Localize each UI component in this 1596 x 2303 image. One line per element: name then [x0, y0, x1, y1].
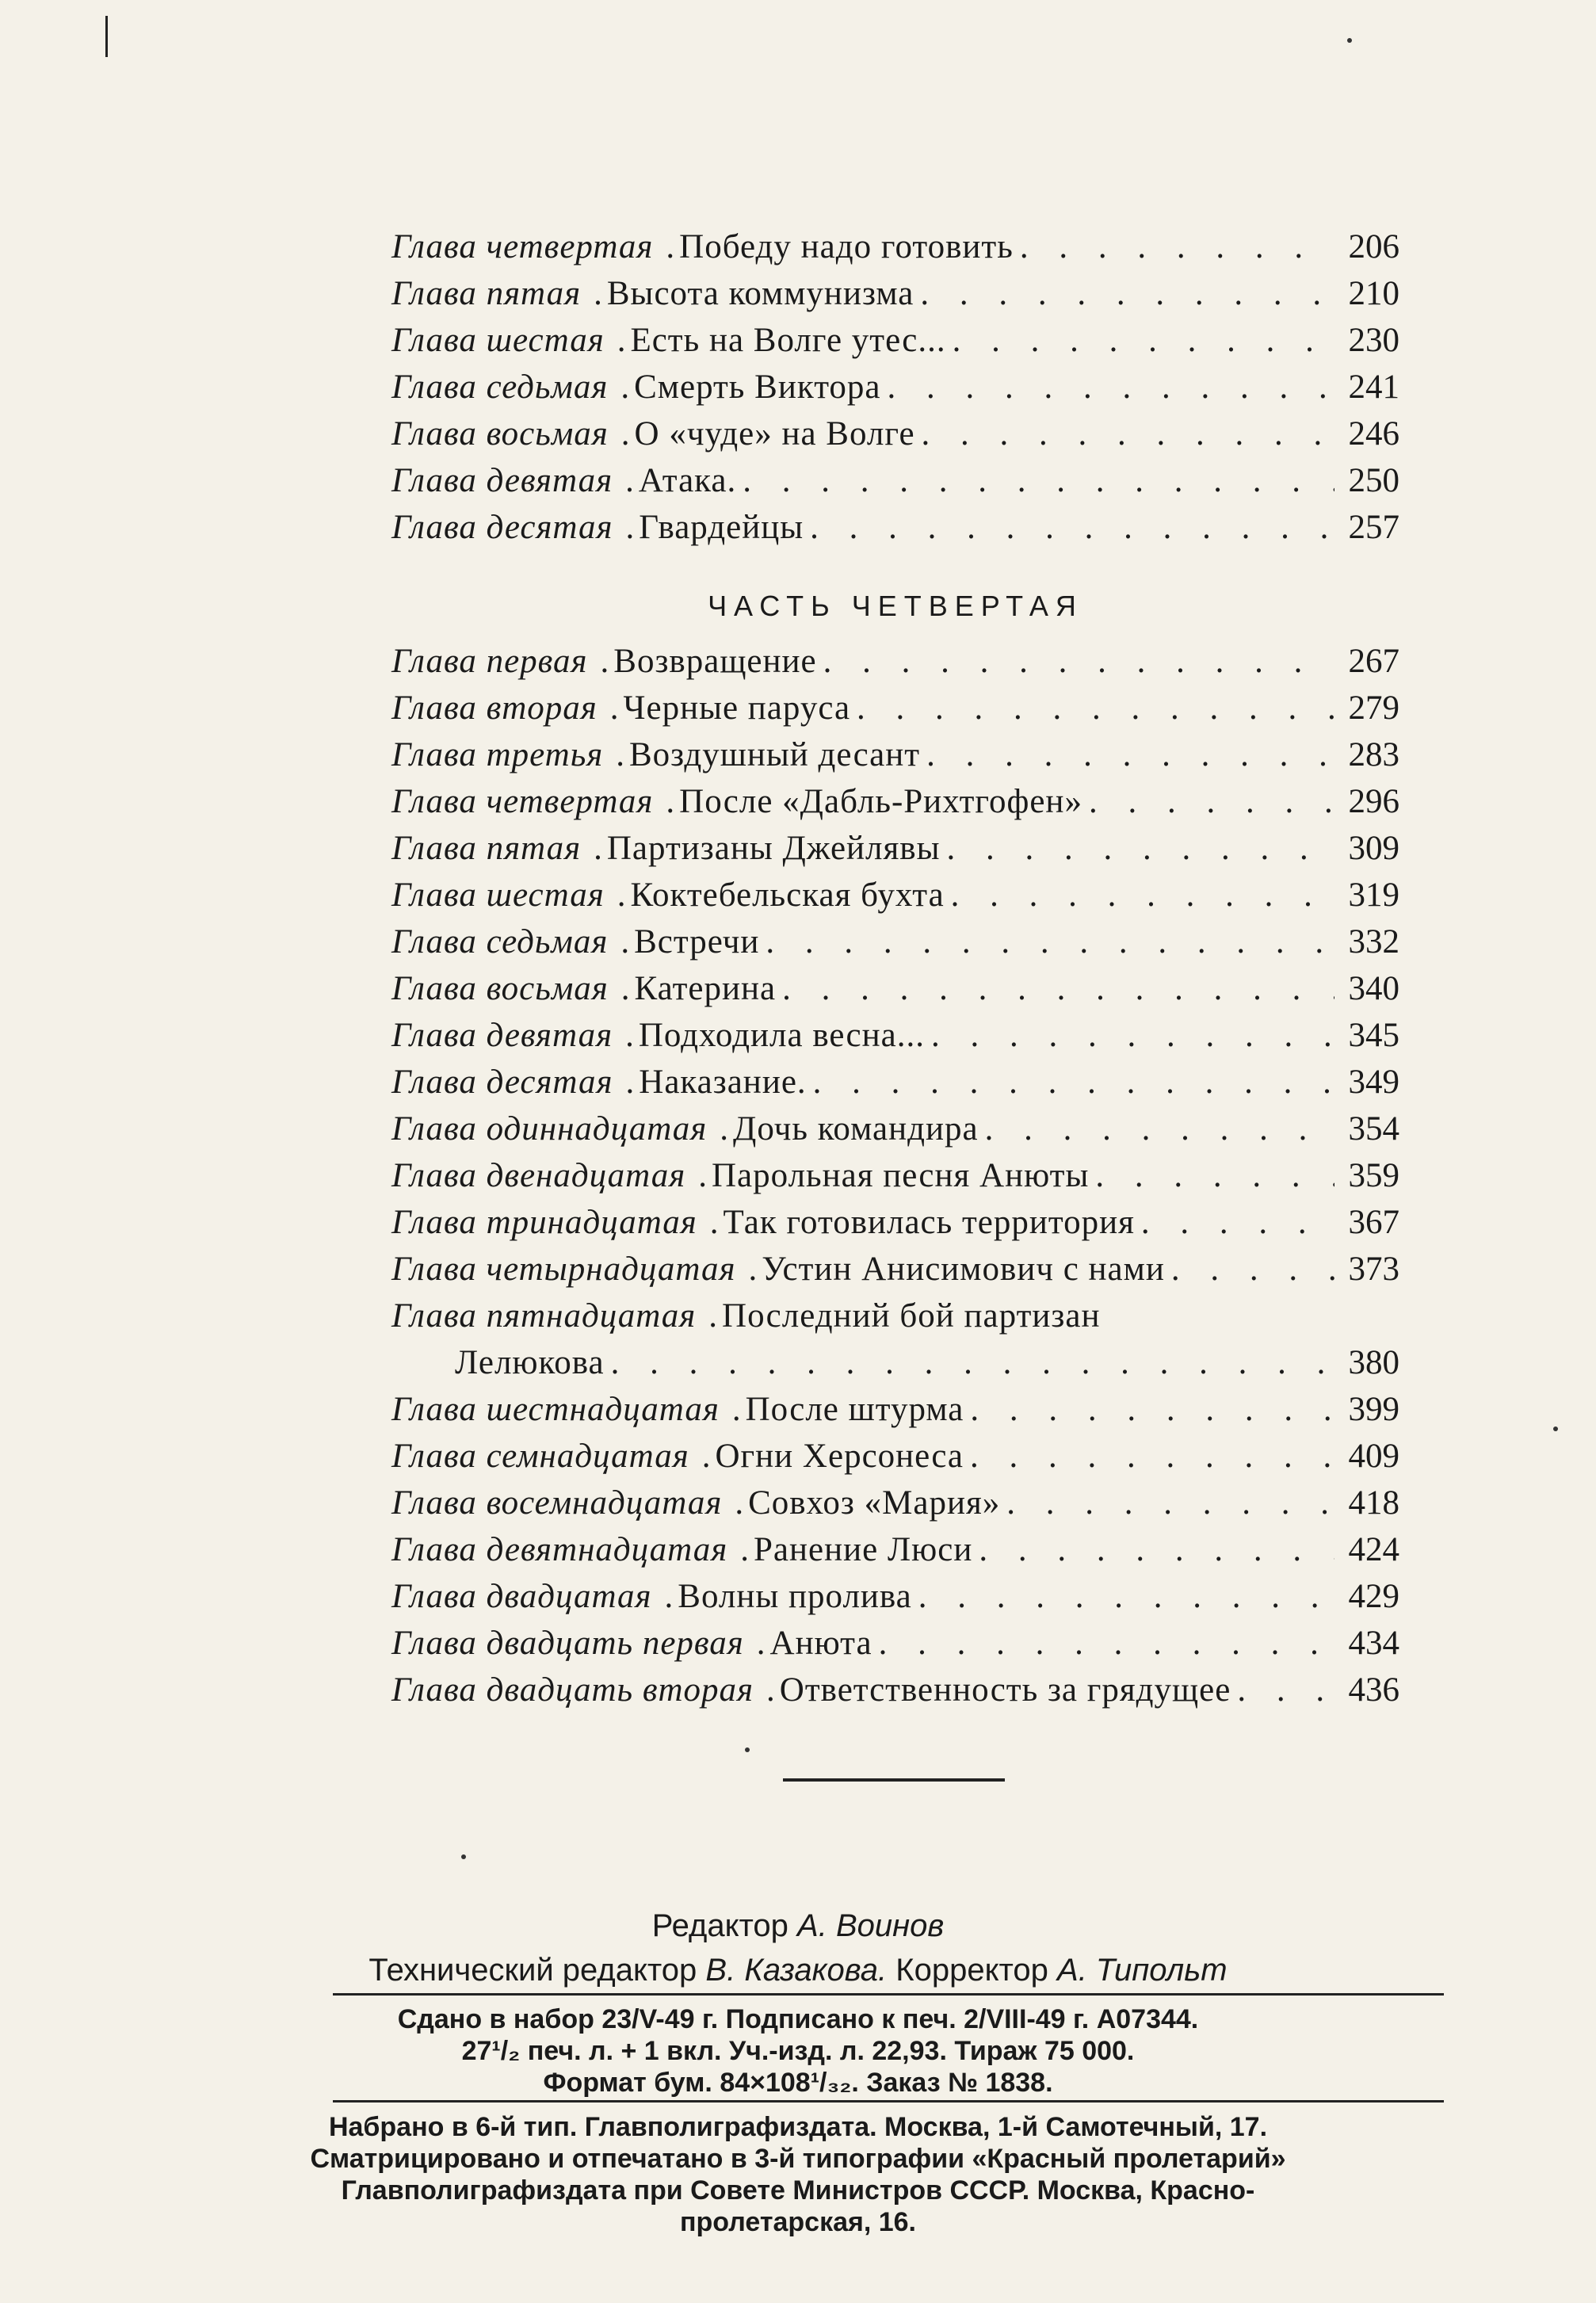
toc-entry: [391, 965, 1399, 1012]
toc-entry: [391, 1246, 1399, 1293]
chapter-title: Так готовилась территория: [723, 1204, 1135, 1241]
page-number: 250: [1348, 462, 1399, 499]
toc-entry: [391, 778, 1399, 825]
toc-entry-line: [391, 825, 1399, 872]
tech-editor-role: Технический редактор: [368, 1953, 697, 1988]
toc-entry: [391, 317, 1399, 364]
speck-mark: [1347, 38, 1352, 43]
corrector-role: Корректор: [895, 1953, 1048, 1988]
dot-leader: [888, 364, 1335, 411]
toc-entry-line: [455, 1339, 1399, 1386]
toc-entry-line: [391, 1620, 1399, 1667]
toc-entry-line: [391, 1246, 1399, 1293]
chapter-title: Парольная песня Анюты: [712, 1157, 1090, 1194]
chapter-title: Ранение Люси: [754, 1531, 973, 1568]
toc-entry-line: [391, 270, 1399, 317]
dot-leader: [920, 270, 1334, 317]
chapter-title: Черные паруса: [623, 689, 851, 727]
dot-leader: [926, 731, 1334, 778]
page-number: 296: [1348, 783, 1399, 820]
chapter-title: Возвращение: [613, 643, 817, 680]
toc-entry-line: [391, 1526, 1399, 1573]
toc-entry: [391, 1526, 1399, 1573]
print-details: [0, 2003, 1596, 2099]
printer-line-3: Главполиграфиздата при Совете Министров СССР. Москва, Красно-: [341, 2175, 1255, 2206]
label-separator: .: [620, 970, 630, 1007]
page-number: 283: [1348, 736, 1399, 773]
printer-line-4: пролетарская, 16.: [680, 2207, 916, 2237]
toc-entry-line: [391, 1667, 1399, 1713]
printer-line-1: Набрано в 6-й тип. Главполиграфиздата. Москва, 1-й Самотечный, 17.: [328, 2112, 1268, 2142]
label-separator: .: [756, 1625, 766, 1662]
page-number: 210: [1348, 275, 1399, 312]
label-separator: .: [731, 1391, 741, 1428]
label-separator: .: [625, 1017, 634, 1054]
toc-entry-line: [391, 223, 1399, 270]
page-number: 359: [1348, 1157, 1399, 1194]
toc-entry: [391, 1293, 1399, 1339]
dot-leader: [857, 685, 1334, 731]
chapter-label: Глава двадцать первая: [391, 1625, 744, 1662]
toc-entry: [391, 1667, 1399, 1713]
page-number: 367: [1348, 1204, 1399, 1241]
chapter-title: Высота коммунизма: [606, 275, 914, 312]
editor-line: [0, 1904, 1596, 1948]
print-line-2: 27¹/₂ печ. л. + 1 вкл. Уч.-изд. л. 22,93. Тираж 75 000.: [461, 2036, 1135, 2066]
page-number: 418: [1348, 1484, 1399, 1522]
dot-leader: [879, 1620, 1334, 1667]
corrector-name: А. Типольт: [1057, 1953, 1228, 1988]
chapter-label: Глава одиннадцатая: [391, 1110, 708, 1148]
page-number: 424: [1348, 1531, 1399, 1568]
label-separator: .: [617, 877, 626, 914]
toc-entry-line: [391, 919, 1399, 965]
dot-leader: [985, 1106, 1334, 1152]
toc-entry: [391, 1433, 1399, 1480]
chapter-title: Катерина: [634, 970, 777, 1007]
dot-leader: [1089, 778, 1334, 825]
editor-name: А. Воинов: [797, 1908, 945, 1943]
chapter-label: Глава девятнадцатая: [391, 1531, 728, 1568]
dot-leader: [782, 965, 1334, 1012]
toc-entry-line: [391, 1012, 1399, 1059]
toc-entry-line: [391, 685, 1399, 731]
dot-leader: [951, 872, 1334, 919]
toc-entry: [391, 1199, 1399, 1246]
chapter-label: Глава восьмая: [391, 415, 609, 453]
page-number: 345: [1348, 1017, 1399, 1054]
dot-leader: [611, 1339, 1334, 1386]
chapter-title: Атака.: [638, 462, 737, 499]
toc-entry: [391, 731, 1399, 778]
dot-leader: [823, 638, 1334, 685]
part-heading: ЧАСТЬ ЧЕТВЕРТАЯ: [708, 590, 1083, 622]
tech-editor-name: В. Казакова.: [705, 1953, 888, 1988]
chapter-title: Волны пролива: [678, 1578, 912, 1615]
label-separator: .: [720, 1110, 729, 1148]
chapter-title: Партизаны Джейлявы: [606, 830, 941, 867]
chapter-label: Глава двенадцатая: [391, 1157, 686, 1194]
label-separator: .: [664, 1578, 674, 1615]
toc-entry: [391, 364, 1399, 411]
toc-entry-line: [391, 731, 1399, 778]
chapter-label: Глава пятнадцатая: [391, 1297, 697, 1335]
printer-line-2: Сматрицировано и отпечатано в 3-й типографии «Красный пролетарий»: [310, 2144, 1286, 2174]
page-number: 241: [1348, 369, 1399, 406]
chapter-label: Глава пятая: [391, 275, 582, 312]
toc-entry: [391, 1012, 1399, 1059]
page-number: 434: [1348, 1625, 1399, 1662]
dot-leader: [922, 411, 1334, 457]
chapter-label: Глава девятая: [391, 462, 613, 499]
toc-entry-line: [391, 1293, 1399, 1339]
chapter-title: Наказание.: [639, 1064, 807, 1101]
toc-entry-line: [391, 965, 1399, 1012]
toc-block-part-four: [391, 638, 1399, 1713]
dot-leader: [1141, 1199, 1334, 1246]
dot-leader: [979, 1526, 1334, 1573]
tech-editor-line: [0, 1948, 1596, 1992]
toc-entry-line: [391, 638, 1399, 685]
label-separator: .: [600, 643, 609, 680]
label-separator: .: [625, 462, 634, 499]
chapter-label: Глава четвертая: [391, 228, 654, 265]
dot-leader: [1237, 1667, 1334, 1713]
label-separator: .: [708, 1297, 718, 1335]
dot-leader: [970, 1433, 1334, 1480]
chapter-title: После «Дабль-Рихтгофен»: [679, 783, 1082, 820]
label-separator: .: [617, 322, 626, 359]
toc-entry: [391, 457, 1399, 504]
toc-entry: [391, 919, 1399, 965]
chapter-label: Глава десятая: [391, 1064, 613, 1101]
dot-leader: [953, 317, 1334, 364]
toc-entry-line: [391, 778, 1399, 825]
toc-entry: [391, 685, 1399, 731]
chapter-title: Совхоз «Мария»: [748, 1484, 1001, 1522]
left-margin-mark: [105, 16, 108, 57]
chapter-label: Глава четвертая: [391, 783, 654, 820]
label-separator: .: [620, 923, 630, 961]
label-separator: .: [666, 783, 675, 820]
toc-entry: [391, 1106, 1399, 1152]
toc-entry-line: [391, 1573, 1399, 1620]
label-separator: .: [766, 1671, 775, 1709]
page-number: 267: [1348, 643, 1399, 680]
page-number: 340: [1348, 970, 1399, 1007]
page-number: 436: [1348, 1671, 1399, 1709]
label-separator: .: [625, 1064, 635, 1101]
chapter-title: Есть на Волге утес...: [630, 322, 946, 359]
toc-entry: [391, 1573, 1399, 1620]
dot-leader: [946, 825, 1334, 872]
toc-entry: [391, 1059, 1399, 1106]
speck-mark: [1553, 1426, 1558, 1431]
chapter-label: Глава тринадцатая: [391, 1204, 697, 1241]
chapter-label: Глава шестнадцатая: [391, 1391, 720, 1428]
page-number: 246: [1348, 415, 1399, 453]
toc-block-continued: [391, 223, 1399, 551]
label-separator: .: [620, 369, 630, 406]
dot-leader: [813, 1059, 1334, 1106]
editors-credits: [0, 1904, 1596, 1992]
chapter-title: Дочь командира: [733, 1110, 979, 1148]
toc-entry-line: [391, 1106, 1399, 1152]
label-separator: .: [666, 228, 675, 265]
dot-leader: [1171, 1246, 1334, 1293]
printer-details: [0, 2111, 1596, 2238]
chapter-title: Ответственность за грядущее: [779, 1671, 1231, 1709]
chapter-label: Глава двадцать вторая: [391, 1671, 754, 1709]
chapter-label: Глава десятая: [391, 509, 613, 546]
chapter-title: Анюта: [769, 1625, 872, 1662]
chapter-label: Глава четырнадцатая: [391, 1251, 736, 1288]
chapter-title: Последний бой партизан: [722, 1297, 1101, 1335]
chapter-label: Глава третья: [391, 736, 604, 773]
chapter-label: Глава девятая: [391, 1017, 613, 1054]
label-separator: .: [620, 415, 630, 453]
chapter-label: Глава восьмая: [391, 970, 609, 1007]
separator-rule: [783, 1778, 1005, 1782]
dot-leader: [931, 1012, 1334, 1059]
toc-entry: [391, 872, 1399, 919]
imprint-rule-bottom: [333, 2100, 1444, 2102]
page-number: 257: [1348, 509, 1399, 546]
chapter-label: Глава восемнадцатая: [391, 1484, 723, 1522]
chapter-title: О «чуде» на Волге: [634, 415, 915, 453]
chapter-title: Смерть Виктора: [634, 369, 881, 406]
print-line-3: Формат бум. 84×108¹/₃₂. Заказ № 1838.: [543, 2068, 1053, 2098]
dot-leader: [1020, 223, 1334, 270]
speck-mark: [745, 1747, 750, 1752]
dot-leader: [918, 1573, 1334, 1620]
toc-entry-line: [391, 504, 1399, 551]
toc-entry: [391, 223, 1399, 270]
toc-entry-line: [391, 1152, 1399, 1199]
speck-mark: [461, 1854, 466, 1859]
chapter-title: Устин Анисимович с нами: [762, 1251, 1165, 1288]
chapter-title: Гвардейцы: [639, 509, 804, 546]
toc-entry-line: [391, 364, 1399, 411]
chapter-title: Победу надо готовить: [679, 228, 1014, 265]
dot-leader: [743, 457, 1334, 504]
page-number: 354: [1348, 1110, 1399, 1148]
chapter-label: Глава пятая: [391, 830, 582, 867]
chapter-label: Глава семнадцатая: [391, 1438, 689, 1475]
chapter-title: Лелюкова: [455, 1344, 605, 1381]
page-number: 349: [1348, 1064, 1399, 1101]
page-number: 279: [1348, 689, 1399, 727]
page-number: 319: [1348, 877, 1399, 914]
chapter-title: Коктебельская бухта: [630, 877, 945, 914]
chapter-title: Огни Херсонеса: [715, 1438, 964, 1475]
toc-entry: [391, 1620, 1399, 1667]
toc-entry-line: [391, 317, 1399, 364]
toc-entry-line: [391, 1386, 1399, 1433]
dot-leader: [810, 504, 1334, 551]
toc-entry: [391, 638, 1399, 685]
chapter-title: После штурма: [745, 1391, 964, 1428]
page-number: 380: [1348, 1344, 1399, 1381]
dot-leader: [1095, 1152, 1334, 1199]
page-number: 373: [1348, 1251, 1399, 1288]
toc-entry: [391, 504, 1399, 551]
toc-entry-line: [391, 872, 1399, 919]
chapter-title: Встречи: [634, 923, 760, 961]
label-separator: .: [735, 1484, 744, 1522]
page-number: 429: [1348, 1578, 1399, 1615]
dot-leader: [1006, 1480, 1334, 1526]
imprint-rule-top: [333, 1993, 1444, 1996]
page-number: 309: [1348, 830, 1399, 867]
page-number: 230: [1348, 322, 1399, 359]
label-separator: .: [594, 830, 602, 867]
label-separator: .: [594, 275, 602, 312]
toc-entry: [391, 270, 1399, 317]
chapter-label: Глава седьмая: [391, 369, 609, 406]
page-number: 409: [1348, 1438, 1399, 1475]
chapter-label: Глава вторая: [391, 689, 598, 727]
label-separator: .: [698, 1157, 707, 1194]
label-separator: .: [701, 1438, 711, 1475]
toc-entry-line: [391, 457, 1399, 504]
page-number: 206: [1348, 228, 1399, 265]
label-separator: .: [609, 689, 619, 727]
dot-leader: [970, 1386, 1334, 1433]
toc-entry: [391, 1152, 1399, 1199]
label-separator: .: [740, 1531, 749, 1568]
label-separator: .: [625, 509, 635, 546]
chapter-label: Глава первая: [391, 643, 588, 680]
toc-entry-line: [391, 411, 1399, 457]
chapter-label: Глава двадцатая: [391, 1578, 652, 1615]
toc-entry: [391, 1386, 1399, 1433]
page-number: 399: [1348, 1391, 1399, 1428]
chapter-title: Подходила весна...: [638, 1017, 925, 1054]
toc-entry: [391, 825, 1399, 872]
toc-entry: [391, 1339, 1399, 1386]
chapter-label: Глава седьмая: [391, 923, 609, 961]
chapter-title: Воздушный десант: [629, 736, 921, 773]
label-separator: .: [709, 1204, 719, 1241]
toc-entry-line: [391, 1199, 1399, 1246]
toc-entry: [391, 411, 1399, 457]
toc-entry: [391, 1480, 1399, 1526]
label-separator: .: [748, 1251, 758, 1288]
chapter-label: Глава шестая: [391, 322, 605, 359]
label-separator: .: [616, 736, 624, 773]
dot-leader: [766, 919, 1334, 965]
toc-entry-line: [391, 1480, 1399, 1526]
chapter-label: Глава шестая: [391, 877, 605, 914]
page-number: 332: [1348, 923, 1399, 961]
toc-entry-line: [391, 1433, 1399, 1480]
toc-entry-line: [391, 1059, 1399, 1106]
print-line-1: Сдано в набор 23/V-49 г. Подписано к печ. 2/VIII-49 г. А07344.: [397, 2004, 1199, 2034]
editor-role: Редактор: [651, 1908, 788, 1943]
